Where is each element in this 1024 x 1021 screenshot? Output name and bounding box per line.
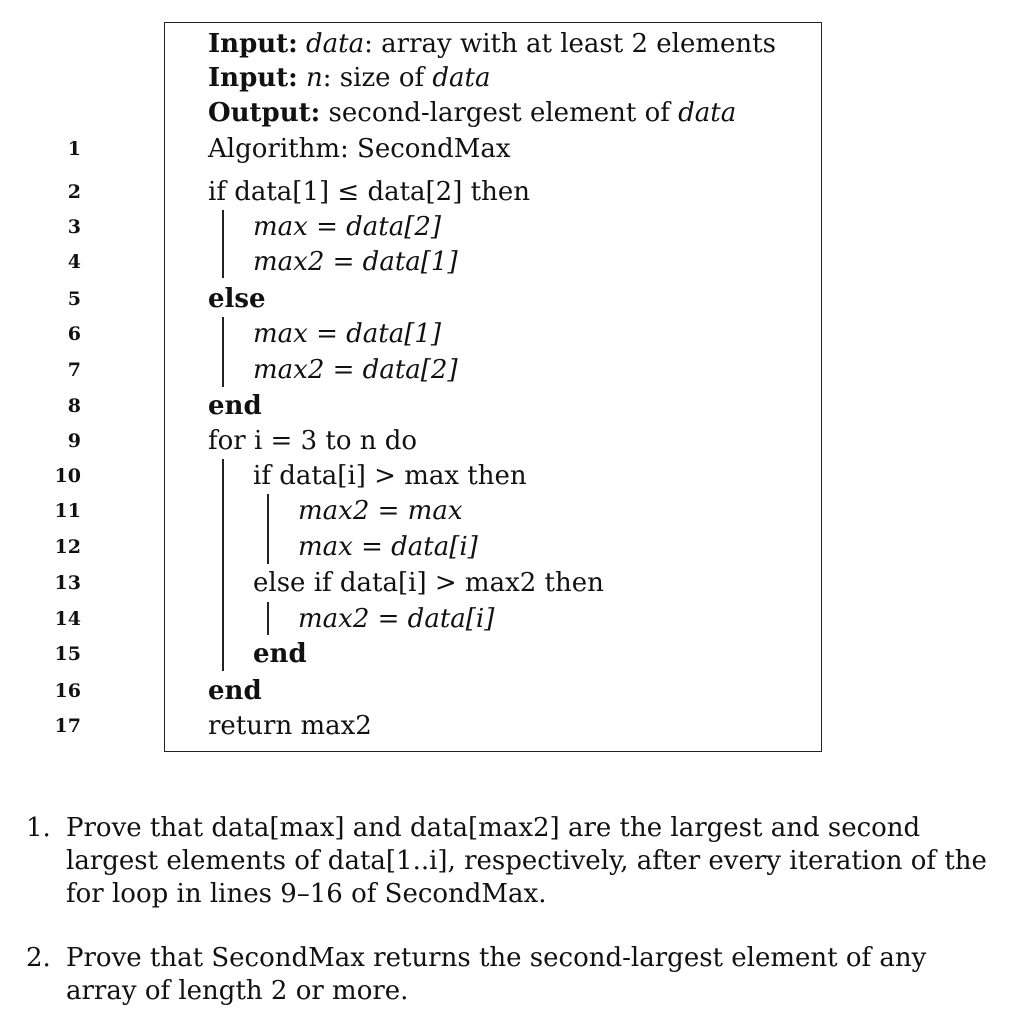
inner-if-block-bar: [267, 494, 269, 564]
code-line-11: 11 max2 = max: [54, 496, 463, 526]
code-line-14: 14 max2 = data[i]: [54, 604, 495, 634]
code-line-1: 1 Algorithm: SecondMax: [67, 134, 511, 164]
code-line-2: 2 if data[1] ≤ data[2] then: [67, 177, 530, 207]
code-line-4: 4 max2 = data[1]: [67, 247, 458, 277]
algorithm-box: [54, 22, 822, 752]
for-block-bar: [222, 459, 224, 671]
code-line-3: 3 max = data[2]: [67, 212, 442, 242]
input-n-line: Input: n : size of data: [208, 63, 491, 93]
code-line-16: 16 end: [54, 676, 262, 706]
code-line-15: 15 end: [54, 639, 307, 669]
code-line-5: 5 else: [67, 284, 266, 314]
input-data-line: Input: data : array with at least 2 elements: [208, 29, 776, 59]
code-line-17: 17 return max2: [54, 711, 372, 741]
code-line-6: 6 max = data[1]: [67, 319, 442, 349]
code-line-8: 8 end: [67, 391, 262, 421]
else-block-bar: [222, 317, 224, 387]
code-line-12: 12 max = data[i]: [54, 532, 478, 562]
if-block-bar: [222, 210, 224, 278]
code-line-10: 10 if data[i] > max then: [54, 461, 527, 491]
code-line-7: 7 max2 = data[2]: [67, 355, 458, 385]
output-line: Output: second-largest element of data: [208, 98, 737, 128]
code-line-9: 9 for i = 3 to n do: [67, 426, 418, 456]
code-line-13: 13 else if data[i] > max2 then: [54, 568, 604, 598]
else-if-block-bar: [267, 602, 269, 635]
